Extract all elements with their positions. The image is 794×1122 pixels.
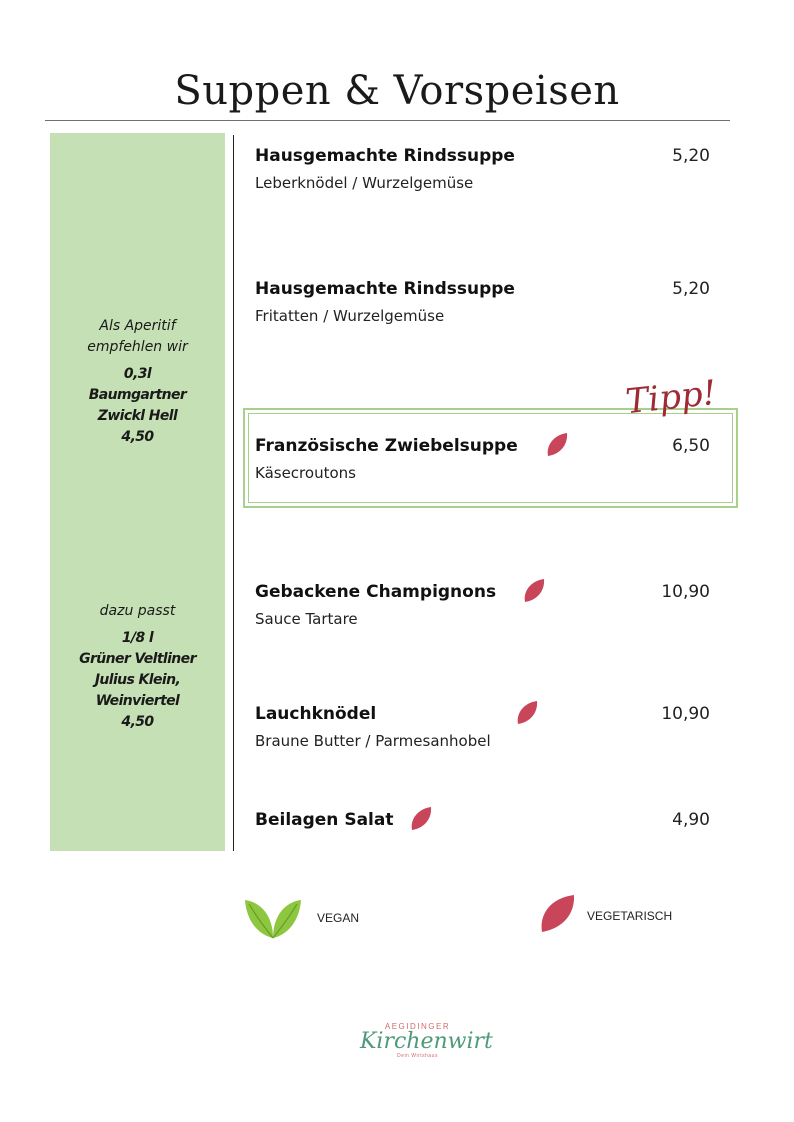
menu-item-price: 5,20 bbox=[672, 146, 710, 166]
aperitif-drink bbox=[50, 364, 225, 448]
menu-item-price: 10,90 bbox=[661, 582, 710, 602]
menu-item-price: 5,20 bbox=[672, 279, 710, 299]
aperitif-drink-line: Zwickl Hell bbox=[97, 408, 178, 424]
menu-item-name: Gebackene Champignons bbox=[255, 582, 497, 602]
menu-item-name: Hausgemachte Rindssuppe bbox=[255, 146, 515, 166]
aperitif-intro-line-2: empfehlen wir bbox=[87, 339, 188, 355]
vegetarian-leaf-icon bbox=[545, 432, 569, 458]
aperitif-drink-line: Baumgartner bbox=[88, 387, 187, 403]
pairing-wine-price: 4,50 bbox=[121, 714, 154, 730]
vegetarian-leaf-icon bbox=[515, 700, 539, 726]
menu-item-description: Käsecroutons bbox=[255, 464, 356, 482]
vegetarian-leaf-icon bbox=[409, 806, 433, 832]
menu-item-price: 4,90 bbox=[672, 810, 710, 830]
logo-sub-text: Dein Wirtshaus bbox=[397, 1053, 438, 1059]
column-divider bbox=[233, 135, 234, 851]
title-divider bbox=[45, 120, 730, 121]
menu-item-name: Französische Zwiebelsuppe bbox=[255, 436, 518, 456]
pairing-wine bbox=[50, 628, 225, 733]
menu-item-name: Lauchknödel bbox=[255, 704, 377, 724]
vegetarian-leaf-icon bbox=[538, 893, 576, 935]
drink-recommendation-panel bbox=[50, 133, 225, 851]
aperitif-intro-line-1: Als Aperitif bbox=[99, 318, 176, 334]
pairing-wine-line: 1/8 l bbox=[121, 630, 154, 646]
tip-highlight-box bbox=[243, 408, 738, 508]
menu-item-description: Leberknödel / Wurzelgemüse bbox=[255, 174, 474, 192]
pairing-wine-line: Weinviertel bbox=[95, 693, 180, 709]
vegetarian-leaf-icon bbox=[522, 578, 546, 604]
menu-item-price: 10,90 bbox=[661, 704, 710, 724]
tipp-handwritten-label bbox=[622, 372, 719, 423]
menu-item-description: Fritatten / Wurzelgemüse bbox=[255, 307, 445, 325]
pairing-wine-line: Grüner Veltliner bbox=[79, 651, 196, 667]
wine-pairing-recommendation bbox=[50, 601, 225, 733]
pairing-intro: dazu passt bbox=[99, 603, 176, 619]
vegetarian-legend-label: VEGETARISCH bbox=[587, 909, 673, 923]
logo-main-text: Kirchenwirt bbox=[360, 1029, 493, 1054]
menu-item-name: Beilagen Salat bbox=[255, 810, 394, 830]
svg-text:Tipp!: Tipp! bbox=[623, 372, 719, 423]
menu-item-description: Sauce Tartare bbox=[255, 610, 358, 628]
aperitif-recommendation bbox=[50, 316, 225, 448]
menu-item-name: Hausgemachte Rindssuppe bbox=[255, 279, 515, 299]
vegan-leaves-icon bbox=[243, 892, 303, 942]
menu-item-price: 6,50 bbox=[672, 436, 710, 456]
restaurant-logo bbox=[360, 1022, 493, 1068]
logo-top-text: AEGIDINGER bbox=[384, 1022, 451, 1031]
vegan-legend-label: VEGAN bbox=[317, 911, 360, 925]
aperitif-drink-price: 4,50 bbox=[121, 429, 154, 445]
pairing-wine-line: Julius Klein, bbox=[94, 672, 181, 688]
page-title: Suppen & Vorspeisen bbox=[174, 68, 620, 114]
menu-item-description: Braune Butter / Parmesanhobel bbox=[255, 732, 491, 750]
aperitif-drink-line: 0,3l bbox=[123, 366, 152, 382]
